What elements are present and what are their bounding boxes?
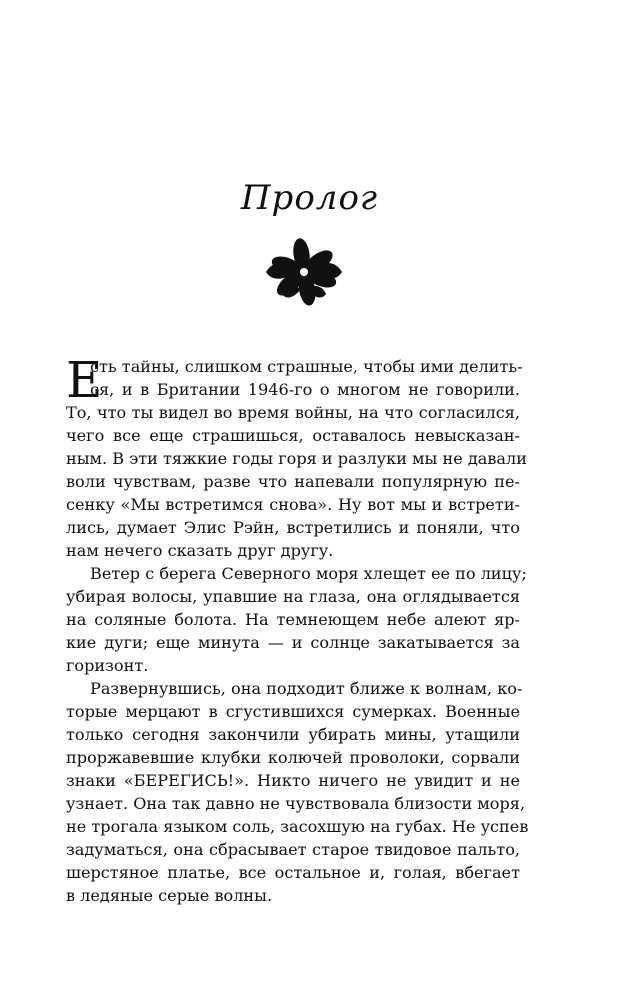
text-line: на соляные болота. На темнеющем небе алеют яр-: [66, 610, 520, 629]
text-line: ным. В эти тяжкие годы горя и разлуки мы не давали: [66, 449, 527, 468]
text-line: убирая волосы, упавшие на глаза, она оглядывается: [66, 587, 520, 606]
text-line: горизонт.: [66, 656, 149, 675]
text-line: проржавевшие клубки колючей проволоки, сорвали: [66, 748, 520, 767]
chapter-title: Пролог: [240, 178, 379, 218]
text-line: Развернувшись, она подходит ближе к волнам, ко-: [90, 679, 523, 698]
text-line: нам нечего сказать друг другу.: [66, 541, 334, 560]
text-line: только сегодня закончили убирать мины, утащили: [66, 725, 520, 744]
text-line: воли чувствам, разве что напевали популярную пе-: [66, 472, 520, 491]
text-line: в ледяные серые волны.: [66, 886, 273, 905]
flower-ornament-icon: [256, 232, 352, 312]
text-line: шерстяное платье, все остальное и, голая, вбегает: [66, 863, 520, 882]
text-line: торые мерцают в сгустившихся сумерках. Военные: [66, 702, 520, 721]
text-line: чего все еще страшишься, оставалось невысказан-: [66, 426, 520, 445]
prologue-text: [66, 351, 529, 907]
drop-cap: Е: [66, 351, 103, 409]
text-line: знаки «БЕРЕГИСЬ!». Никто ничего не увидит и не: [66, 771, 520, 790]
text-line: лись, думает Элис Рэйн, встретились и поняли, что: [66, 518, 520, 537]
text-line: задуматься, она сбрасывает старое твидовое пальто,: [66, 840, 520, 859]
text-line: кие дуги; еще минута — и солнце закатывается за: [66, 633, 520, 652]
text-line: сть тайны, слишком страшные, чтобы ими делить-: [90, 357, 523, 376]
text-line: Ветер с берега Северного моря хлещет ее по лицу;: [90, 564, 527, 583]
text-line: То, что ты видел во время войны, на что согласился,: [66, 403, 520, 422]
text-line: узнает. Она так давно не чувствовала близости моря,: [66, 794, 526, 813]
text-line: не трогала языком соль, засохшую на губах. Не успев: [66, 817, 529, 836]
text-lines: [66, 351, 529, 907]
text-line: ся, и в Британии 1946-го о многом не говорили.: [90, 380, 520, 399]
text-line: сенку «Мы встретимся снова». Ну вот мы и встрети-: [66, 495, 520, 514]
